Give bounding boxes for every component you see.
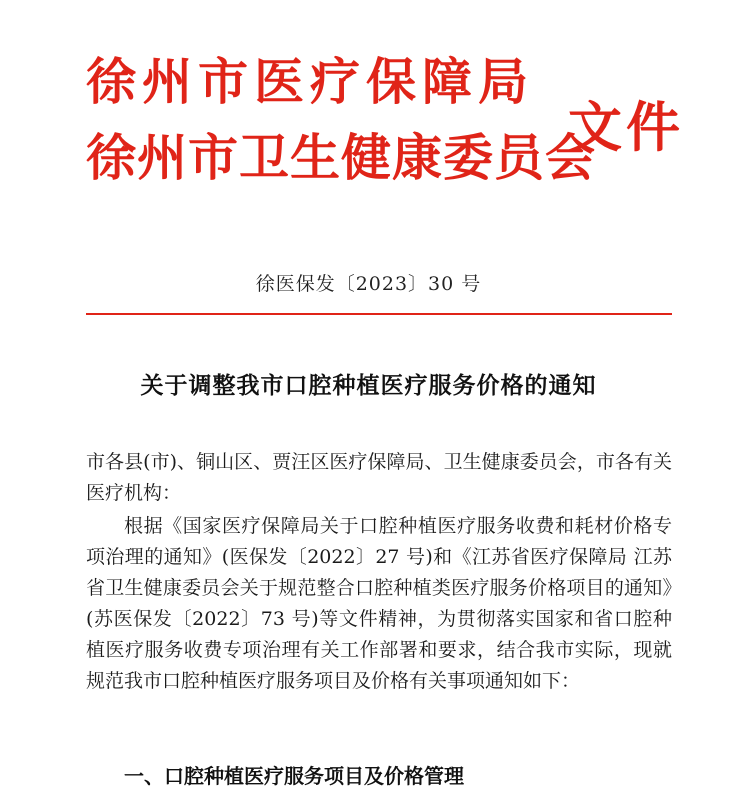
document-title: 关于调整我市口腔种植医疗服务价格的通知 <box>140 372 597 399</box>
document-suffix: 文件 <box>568 95 684 159</box>
document-number: 徐医保发〔2023〕30 号 <box>255 273 482 295</box>
issuer-name-health-commission: 徐州市卫生健康委员会 <box>86 128 596 187</box>
section-heading: 一、口腔种植医疗服务项目及价格管理 <box>124 764 464 788</box>
body-paragraph: 根据《国家医疗保障局关于口腔种植医疗服务收费和耗材价格专项治理的通知》(医保发〔2022〕27 号)和《江苏省医疗保障局 江苏省卫生健康委员会关于规范整合口腔种植类医疗服务价格项目的通知》(苏医保发〔2022〕73 号)等文件精神，为贯彻落实国家和省口腔种植医疗服务收费专项治理有关工作部署和要求，结合我市实际，现就规范我市口腔种植医疗服务项目及价格有关事项通知如下： <box>86 515 672 692</box>
red-separator-line <box>86 313 672 315</box>
recipients-line: 市各县(市)、铜山区、贾汪区医疗保障局、卫生健康委员会，市各有关医疗机构： <box>86 451 672 504</box>
issuer-name-medical-security: 徐州市医疗保障局 <box>86 52 534 111</box>
